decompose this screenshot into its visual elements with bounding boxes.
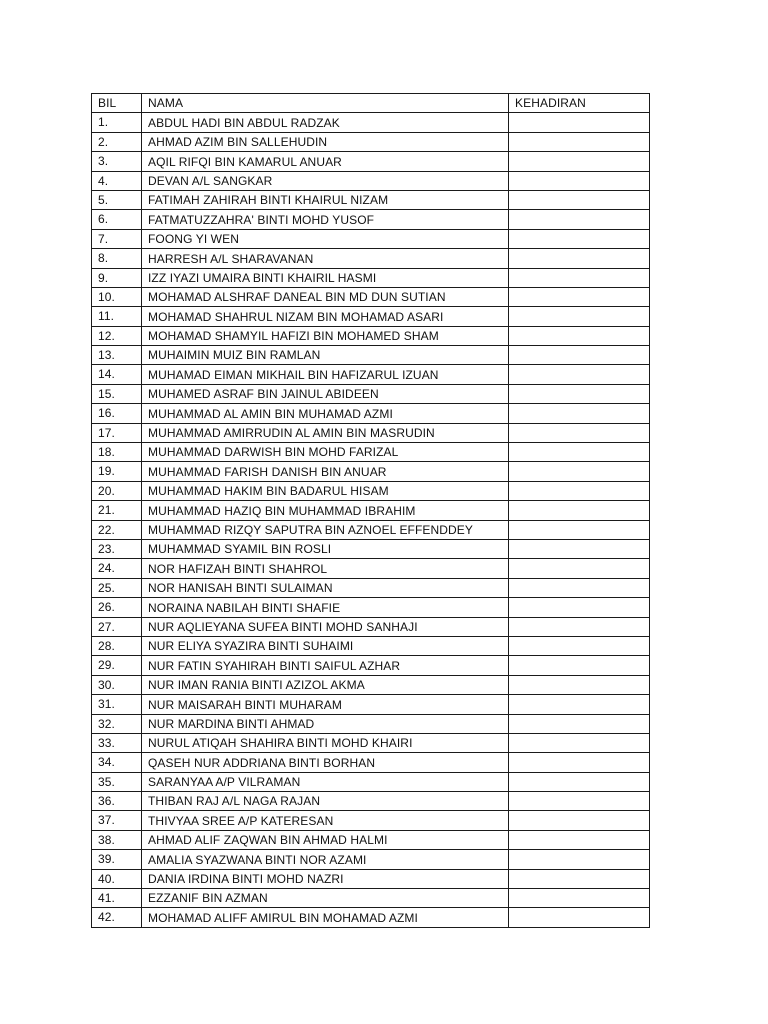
cell-bil: 22. xyxy=(92,520,142,539)
cell-bil: 30. xyxy=(92,675,142,694)
cell-kehadiran[interactable] xyxy=(509,132,650,151)
table-row xyxy=(92,675,650,694)
cell-kehadiran[interactable] xyxy=(509,268,650,287)
cell-nama: DEVAN A/L SANGKAR xyxy=(142,171,509,190)
cell-bil: 39. xyxy=(92,850,142,869)
cell-bil: 20. xyxy=(92,481,142,500)
cell-nama: THIVYAA SREE A/P KATERESAN xyxy=(142,811,509,830)
table-row xyxy=(92,171,650,190)
header-kehadiran: KEHADIRAN xyxy=(509,94,650,113)
cell-bil: 6. xyxy=(92,210,142,229)
table-row xyxy=(92,443,650,462)
cell-kehadiran[interactable] xyxy=(509,404,650,423)
cell-nama: NORAINA NABILAH BINTI SHAFIE xyxy=(142,598,509,617)
cell-bil: 4. xyxy=(92,171,142,190)
table-row xyxy=(92,210,650,229)
table-row xyxy=(92,384,650,403)
table-row xyxy=(92,462,650,481)
table-row xyxy=(92,598,650,617)
table-row xyxy=(92,733,650,752)
cell-nama: IZZ IYAZI UMAIRA BINTI KHAIRIL HASMI xyxy=(142,268,509,287)
cell-kehadiran[interactable] xyxy=(509,249,650,268)
cell-nama: FOONG YI WEN xyxy=(142,229,509,248)
cell-nama: MUHAIMIN MUIZ BIN RAMLAN xyxy=(142,346,509,365)
table-row xyxy=(92,889,650,908)
cell-kehadiran[interactable] xyxy=(509,539,650,558)
cell-nama: NOR HAFIZAH BINTI SHAHROL xyxy=(142,559,509,578)
cell-nama: NUR IMAN RANIA BINTI AZIZOL AKMA xyxy=(142,675,509,694)
table-row xyxy=(92,249,650,268)
cell-bil: 3. xyxy=(92,152,142,171)
cell-kehadiran[interactable] xyxy=(509,598,650,617)
table-row xyxy=(92,132,650,151)
cell-bil: 26. xyxy=(92,598,142,617)
cell-bil: 7. xyxy=(92,229,142,248)
cell-kehadiran[interactable] xyxy=(509,346,650,365)
cell-nama: NOR HANISAH BINTI SULAIMAN xyxy=(142,578,509,597)
cell-nama: MUHAMMAD RIZQY SAPUTRA BIN AZNOEL EFFENDDEY xyxy=(142,520,509,539)
table-row xyxy=(92,908,650,927)
table-row xyxy=(92,869,650,888)
cell-bil: 25. xyxy=(92,578,142,597)
cell-nama: AHMAD AZIM BIN SALLEHUDIN xyxy=(142,132,509,151)
cell-kehadiran[interactable] xyxy=(509,326,650,345)
cell-kehadiran[interactable] xyxy=(509,675,650,694)
cell-kehadiran[interactable] xyxy=(509,792,650,811)
cell-bil: 32. xyxy=(92,714,142,733)
cell-kehadiran[interactable] xyxy=(509,501,650,520)
cell-bil: 17. xyxy=(92,423,142,442)
cell-nama: EZZANIF BIN AZMAN xyxy=(142,889,509,908)
cell-bil: 33. xyxy=(92,733,142,752)
cell-nama: DANIA IRDINA BINTI MOHD NAZRI xyxy=(142,869,509,888)
cell-kehadiran[interactable] xyxy=(509,714,650,733)
cell-kehadiran[interactable] xyxy=(509,365,650,384)
table-row xyxy=(92,539,650,558)
cell-bil: 31. xyxy=(92,695,142,714)
cell-kehadiran[interactable] xyxy=(509,384,650,403)
cell-kehadiran[interactable] xyxy=(509,617,650,636)
cell-bil: 27. xyxy=(92,617,142,636)
cell-bil: 18. xyxy=(92,443,142,462)
cell-kehadiran[interactable] xyxy=(509,152,650,171)
cell-nama: MUHAMMAD DARWISH BIN MOHD FARIZAL xyxy=(142,443,509,462)
cell-nama: QASEH NUR ADDRIANA BINTI BORHAN xyxy=(142,753,509,772)
table-row xyxy=(92,656,650,675)
cell-kehadiran[interactable] xyxy=(509,210,650,229)
table-row xyxy=(92,152,650,171)
table-row xyxy=(92,190,650,209)
cell-kehadiran[interactable] xyxy=(509,481,650,500)
cell-nama: NUR AQLIEYANA SUFEA BINTI MOHD SANHAJI xyxy=(142,617,509,636)
cell-bil: 8. xyxy=(92,249,142,268)
cell-bil: 35. xyxy=(92,772,142,791)
cell-bil: 16. xyxy=(92,404,142,423)
cell-bil: 41. xyxy=(92,889,142,908)
cell-kehadiran[interactable] xyxy=(509,636,650,655)
cell-kehadiran[interactable] xyxy=(509,772,650,791)
cell-kehadiran[interactable] xyxy=(509,850,650,869)
cell-bil: 34. xyxy=(92,753,142,772)
cell-bil: 10. xyxy=(92,287,142,306)
table-row xyxy=(92,714,650,733)
cell-nama: SARANYAA A/P VILRAMAN xyxy=(142,772,509,791)
cell-nama: NUR ELIYA SYAZIRA BINTI SUHAIMI xyxy=(142,636,509,655)
cell-bil: 38. xyxy=(92,830,142,849)
cell-kehadiran[interactable] xyxy=(509,578,650,597)
cell-kehadiran[interactable] xyxy=(509,889,650,908)
cell-bil: 28. xyxy=(92,636,142,655)
cell-nama: MUHAMED ASRAF BIN JAINUL ABIDEEN xyxy=(142,384,509,403)
cell-nama: MUHAMMAD AMIRRUDIN AL AMIN BIN MASRUDIN xyxy=(142,423,509,442)
table-row xyxy=(92,850,650,869)
cell-nama: THIBAN RAJ A/L NAGA RAJAN xyxy=(142,792,509,811)
cell-kehadiran[interactable] xyxy=(509,908,650,927)
cell-bil: 37. xyxy=(92,811,142,830)
cell-bil: 29. xyxy=(92,656,142,675)
cell-kehadiran[interactable] xyxy=(509,753,650,772)
table-row xyxy=(92,830,650,849)
table-row xyxy=(92,307,650,326)
cell-bil: 5. xyxy=(92,190,142,209)
table-row xyxy=(92,365,650,384)
table-row xyxy=(92,404,650,423)
cell-kehadiran[interactable] xyxy=(509,559,650,578)
cell-bil: 2. xyxy=(92,132,142,151)
table-row xyxy=(92,520,650,539)
cell-kehadiran[interactable] xyxy=(509,190,650,209)
cell-nama: MUHAMMAD SYAMIL BIN ROSLI xyxy=(142,539,509,558)
cell-kehadiran[interactable] xyxy=(509,443,650,462)
cell-nama: NUR MARDINA BINTI AHMAD xyxy=(142,714,509,733)
cell-nama: AMALIA SYAZWANA BINTI NOR AZAMI xyxy=(142,850,509,869)
cell-kehadiran[interactable] xyxy=(509,830,650,849)
cell-bil: 42. xyxy=(92,908,142,927)
table-row xyxy=(92,617,650,636)
cell-kehadiran[interactable] xyxy=(509,229,650,248)
cell-nama: NURUL ATIQAH SHAHIRA BINTI MOHD KHAIRI xyxy=(142,733,509,752)
cell-bil: 19. xyxy=(92,462,142,481)
cell-bil: 11. xyxy=(92,307,142,326)
table-row xyxy=(92,346,650,365)
cell-nama: MUHAMAD EIMAN MIKHAIL BIN HAFIZARUL IZUAN xyxy=(142,365,509,384)
table-row xyxy=(92,229,650,248)
table-row xyxy=(92,268,650,287)
cell-bil: 9. xyxy=(92,268,142,287)
cell-nama: MUHAMMAD AL AMIN BIN MUHAMAD AZMI xyxy=(142,404,509,423)
cell-kehadiran[interactable] xyxy=(509,869,650,888)
cell-bil: 21. xyxy=(92,501,142,520)
cell-nama: MOHAMAD SHAMYIL HAFIZI BIN MOHAMED SHAM xyxy=(142,326,509,345)
cell-kehadiran[interactable] xyxy=(509,307,650,326)
table-row xyxy=(92,287,650,306)
table-row xyxy=(92,811,650,830)
cell-bil: 36. xyxy=(92,792,142,811)
header-row xyxy=(92,94,650,113)
cell-bil: 15. xyxy=(92,384,142,403)
cell-nama: MOHAMAD ALIFF AMIRUL BIN MOHAMAD AZMI xyxy=(142,908,509,927)
table-row xyxy=(92,559,650,578)
cell-nama: FATMATUZZAHRA' BINTI MOHD YUSOF xyxy=(142,210,509,229)
cell-bil: 1. xyxy=(92,113,142,132)
cell-kehadiran[interactable] xyxy=(509,811,650,830)
table-row xyxy=(92,695,650,714)
cell-nama: AQIL RIFQI BIN KAMARUL ANUAR xyxy=(142,152,509,171)
cell-kehadiran[interactable] xyxy=(509,520,650,539)
header-nama: NAMA xyxy=(142,94,509,113)
table-row xyxy=(92,636,650,655)
cell-nama: NUR FATIN SYAHIRAH BINTI SAIFUL AZHAR xyxy=(142,656,509,675)
cell-kehadiran[interactable] xyxy=(509,462,650,481)
table-row xyxy=(92,501,650,520)
cell-nama: MUHAMMAD HAZIQ BIN MUHAMMAD IBRAHIM xyxy=(142,501,509,520)
cell-kehadiran[interactable] xyxy=(509,656,650,675)
cell-kehadiran[interactable] xyxy=(509,423,650,442)
cell-nama: AHMAD ALIF ZAQWAN BIN AHMAD HALMI xyxy=(142,830,509,849)
table-row xyxy=(92,792,650,811)
table-row xyxy=(92,772,650,791)
cell-bil: 13. xyxy=(92,346,142,365)
cell-nama: ABDUL HADI BIN ABDUL RADZAK xyxy=(142,113,509,132)
table-row xyxy=(92,423,650,442)
table-body xyxy=(92,113,650,927)
cell-nama: FATIMAH ZAHIRAH BINTI KHAIRUL NIZAM xyxy=(142,190,509,209)
table-row xyxy=(92,753,650,772)
cell-nama: HARRESH A/L SHARAVANAN xyxy=(142,249,509,268)
cell-nama: MOHAMAD SHAHRUL NIZAM BIN MOHAMAD ASARI xyxy=(142,307,509,326)
cell-kehadiran[interactable] xyxy=(509,695,650,714)
cell-kehadiran[interactable] xyxy=(509,113,650,132)
cell-kehadiran[interactable] xyxy=(509,733,650,752)
attendance-table xyxy=(91,93,650,928)
cell-bil: 24. xyxy=(92,559,142,578)
table-row xyxy=(92,578,650,597)
cell-nama: NUR MAISARAH BINTI MUHARAM xyxy=(142,695,509,714)
header-bil: BIL xyxy=(92,94,142,113)
cell-bil: 23. xyxy=(92,539,142,558)
cell-nama: MOHAMAD ALSHRAF DANEAL BIN MD DUN SUTIAN xyxy=(142,287,509,306)
table-row xyxy=(92,481,650,500)
cell-nama: MUHAMMAD FARISH DANISH BIN ANUAR xyxy=(142,462,509,481)
cell-nama: MUHAMMAD HAKIM BIN BADARUL HISAM xyxy=(142,481,509,500)
table-row xyxy=(92,113,650,132)
cell-kehadiran[interactable] xyxy=(509,287,650,306)
table-row xyxy=(92,326,650,345)
cell-kehadiran[interactable] xyxy=(509,171,650,190)
cell-bil: 40. xyxy=(92,869,142,888)
cell-bil: 14. xyxy=(92,365,142,384)
cell-bil: 12. xyxy=(92,326,142,345)
